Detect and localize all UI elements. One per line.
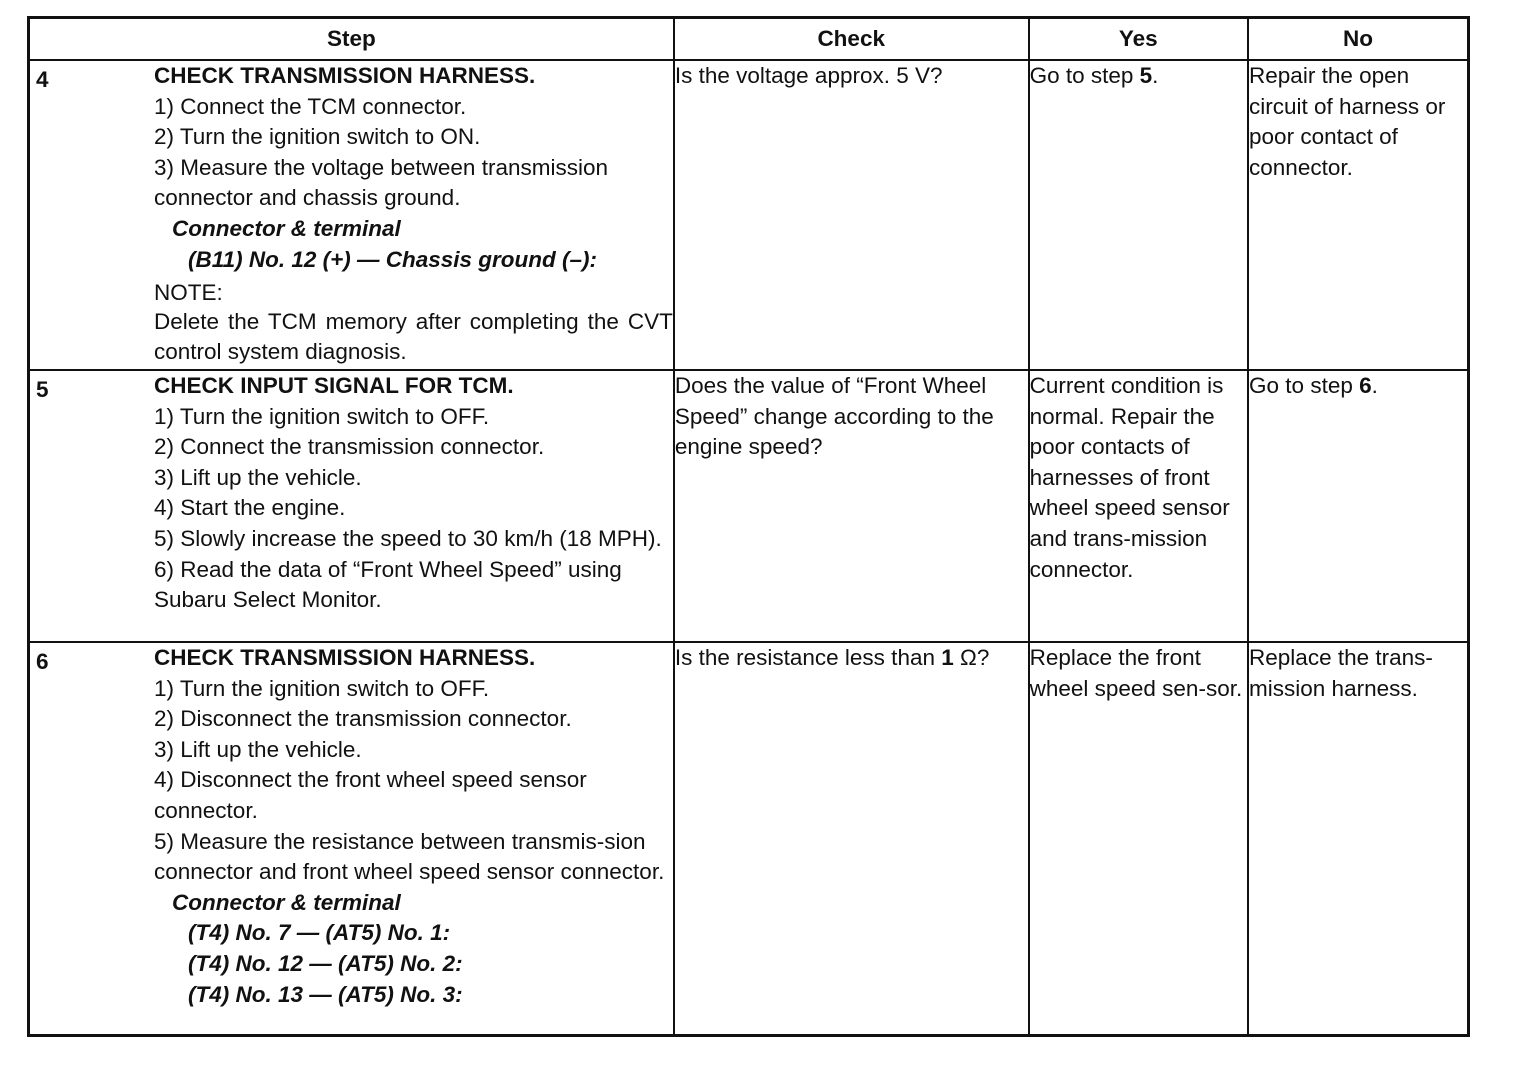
step-title: CHECK TRANSMISSION HARNESS.: [154, 63, 536, 88]
step-instruction: 2) Disconnect the transmission connector.: [154, 706, 572, 732]
step-instruction: 2) Turn the ignition switch to ON.: [154, 124, 481, 150]
header-no: No: [1248, 18, 1468, 61]
header-row: [29, 18, 1469, 61]
check-value: 1: [941, 645, 954, 670]
yes-cell: Replace the front wheel speed sen-sor.: [1029, 642, 1248, 1036]
step-instruction: 3) Lift up the vehicle.: [154, 464, 362, 490]
step-instruction: 2) Connect the transmission connector.: [154, 434, 545, 460]
step-cell: [29, 642, 674, 1036]
step-instruction: 4) Disconnect the front wheel speed sensor connector.: [154, 767, 587, 823]
connector-terminal-label: Connector & terminal: [172, 215, 401, 241]
terminal-spec: (B11) No. 12 (+) — Chassis ground (–):: [188, 246, 598, 272]
table-row: [29, 642, 1469, 1036]
step-instruction: 5) Slowly increase the speed to 30 km/h (18 MPH).: [154, 525, 662, 551]
diagnostic-table: [27, 16, 1470, 1037]
table-row: [29, 60, 1469, 370]
step-instruction: 1) Connect the TCM connector.: [154, 93, 467, 119]
step-instruction: 1) Turn the ignition switch to OFF.: [154, 675, 490, 701]
note-label: NOTE:: [154, 280, 223, 306]
step-instruction: 1) Turn the ignition switch to OFF.: [154, 403, 490, 429]
no-text: Go to step: [1249, 373, 1360, 398]
step-instruction: 4) Start the engine.: [154, 495, 346, 521]
table-row: [29, 370, 1469, 642]
step-instruction: 3) Lift up the vehicle.: [154, 736, 362, 762]
step-title: CHECK TRANSMISSION HARNESS.: [154, 645, 536, 670]
terminal-spec: (T4) No. 13 — (AT5) No. 3:: [188, 981, 463, 1007]
yes-cell: [1029, 60, 1248, 370]
step-number: 4: [36, 67, 49, 92]
no-cell: [1248, 370, 1468, 642]
check-cell: Does the value of “Front Wheel Speed” change according to the engine speed?: [674, 370, 1029, 642]
step-cell: [29, 60, 674, 370]
yes-step-ref: 5: [1139, 63, 1153, 88]
yes-text: Go to step: [1029, 63, 1140, 88]
yes-cell: Current condition is normal. Repair the poor contacts of harnesses of front wheel speed sensor and trans-mission connector.: [1029, 370, 1248, 642]
step-instruction: 3) Measure the voltage between transmission connector and chassis ground.: [154, 154, 608, 211]
yes-text-end: .: [1152, 63, 1159, 88]
header-step: Step: [29, 18, 674, 61]
no-text-end: .: [1371, 373, 1378, 398]
no-cell: Repair the open circuit of harness or poor contact of connector.: [1248, 60, 1468, 370]
check-text: Is the resistance less than: [674, 645, 942, 670]
step-body: [154, 61, 673, 367]
step-number: 6: [36, 649, 49, 674]
terminal-spec: (T4) No. 7 — (AT5) No. 1:: [188, 920, 451, 946]
step-instruction: 6) Read the data of “Front Wheel Speed” using Subaru Select Monitor.: [154, 556, 622, 613]
header-check: Check: [674, 18, 1029, 61]
step-number: 5: [36, 377, 49, 402]
terminal-spec: (T4) No. 12 — (AT5) No. 2:: [188, 950, 463, 976]
step-title: CHECK INPUT SIGNAL FOR TCM.: [154, 373, 514, 398]
check-cell: Is the voltage approx. 5 V?: [674, 60, 1029, 370]
check-cell: [674, 642, 1029, 1036]
step-instruction: 5) Measure the resistance between transmis-sion connector and front wheel speed sensor connector.: [154, 828, 665, 885]
check-unit: Ω?: [953, 645, 990, 670]
connector-terminal-label: Connector & terminal: [172, 889, 401, 915]
step-cell: [29, 370, 674, 642]
header-yes: Yes: [1029, 18, 1248, 61]
step-body: [154, 643, 673, 1010]
note-text: Delete the TCM memory after completing the CVT control system diagnosis.: [154, 309, 673, 365]
no-cell: Replace the trans-mission harness.: [1248, 642, 1468, 1036]
no-step-ref: 6: [1359, 373, 1372, 398]
step-body: [154, 371, 673, 616]
